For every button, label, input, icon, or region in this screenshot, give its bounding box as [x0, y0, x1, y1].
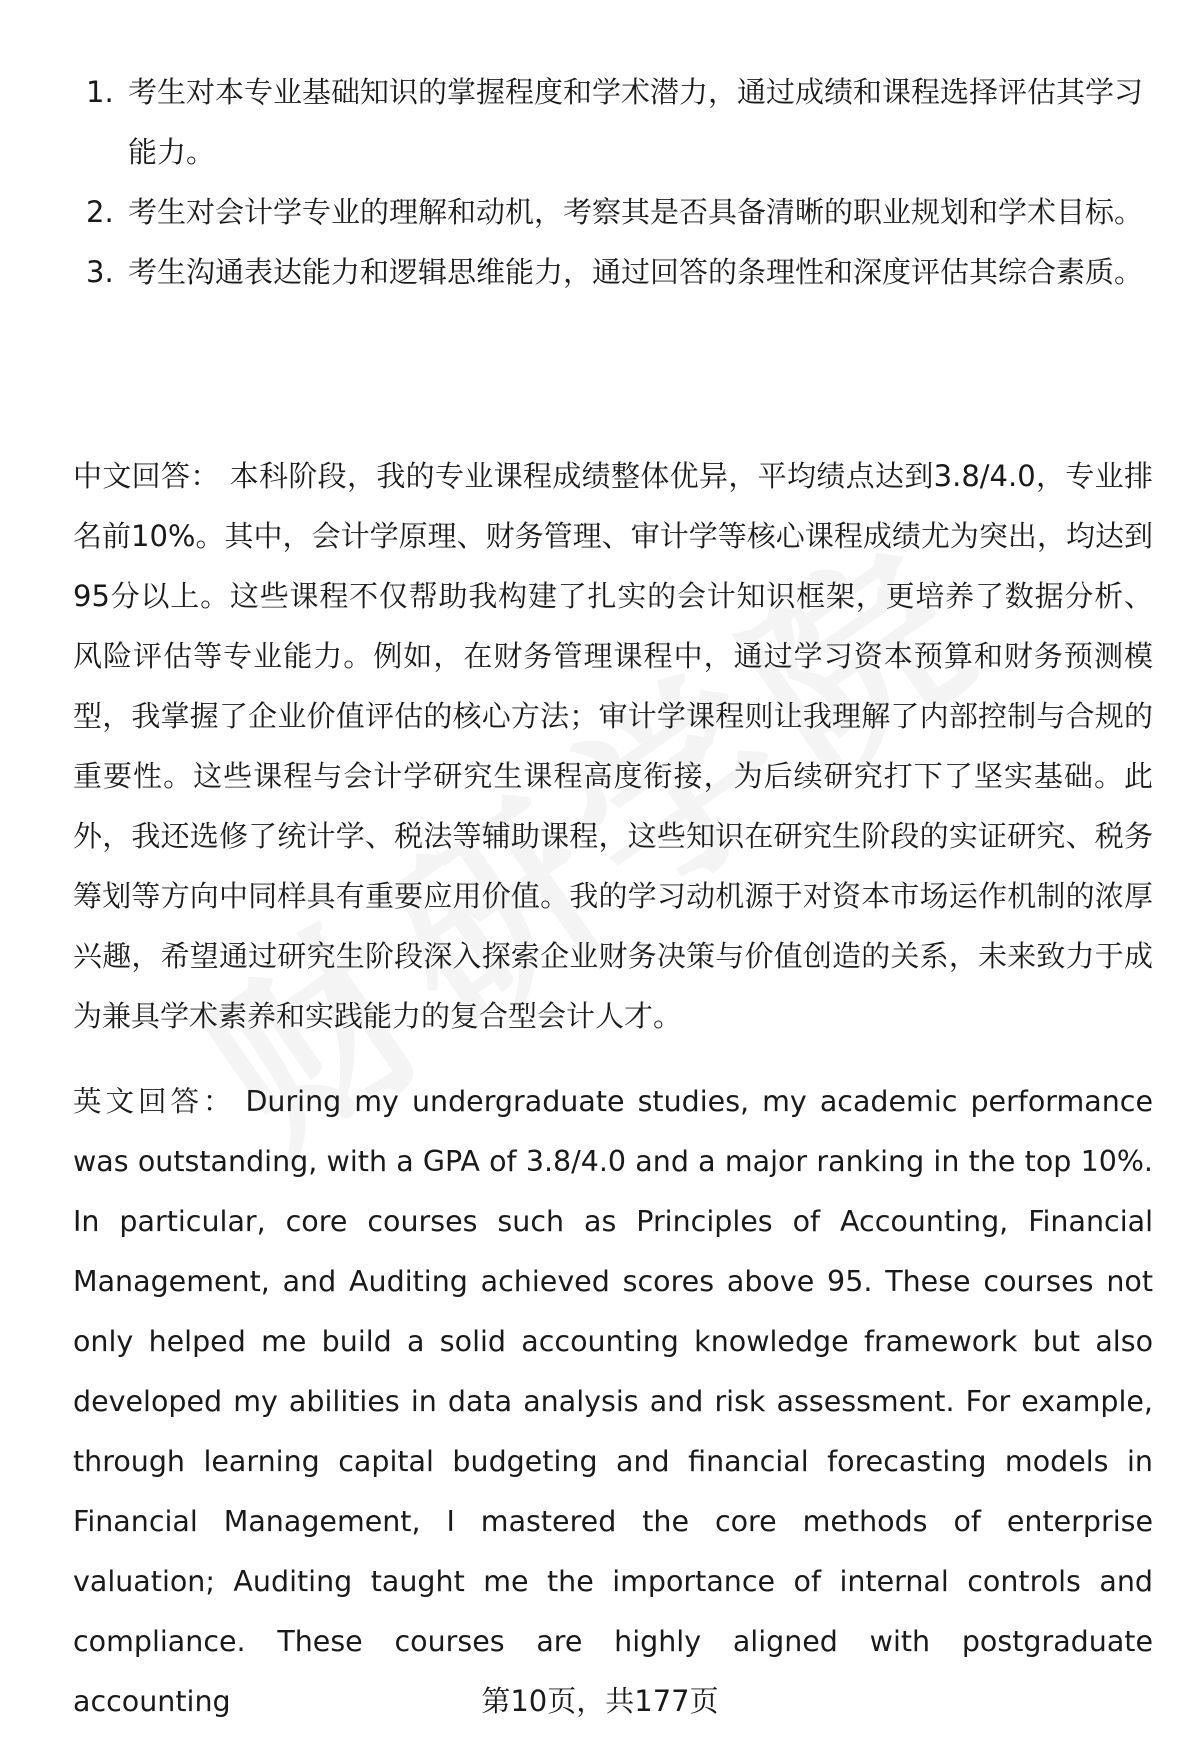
chinese-answer-text: 本科阶段，我的专业课程成绩整体优异，平均绩点达到3.8/4.0，专业排名前10%。其中，会计学原理、财务管理、审计学等核心课程成绩尤为突出，均达到95分以上。这些课程不仅帮助我构建了扎实的会计知识框架，更培养了数据分析、风险评估等专业能力。例如，在财务管理课程中，通过学习资本预算和财务预测模型，我掌握了企业价值评估的核心方法；审计学课程则让我理解了内部控制与合规的重要性。这些课程与会计学研究生课程高度衔接，为后续研究打下了坚实基础。此外，我还选修了统计学、税法等辅助课程，这些知识在研究生阶段的实证研究、税务筹划等方向中同样具有重要应用价值。我的学习动机源于对资本市场运作机制的浓厚兴趣，希望通过研究生阶段深入探索企业财务决策与价值创造的关系，未来致力于成为兼具学术素养和实践能力的复合型会计人才。	[73, 459, 1153, 1033]
chinese-answer-label: 中文回答：	[73, 459, 220, 493]
list-item	[86, 242, 1146, 302]
english-answer-paragraph	[73, 1072, 1153, 1732]
list-item	[86, 182, 1146, 242]
list-item-text: 考生对会计学专业的理解和动机，考察其是否具备清晰的职业规划和学术目标。	[128, 195, 1144, 229]
list-item-text: 考生沟通表达能力和逻辑思维能力，通过回答的条理性和深度评估其综合素质。	[128, 255, 1144, 289]
english-answer-text: During my undergraduate studies, my academic performance was outstanding, with a GPA of 3.8/4.0 and a major ranking in the top 10%. In particular, core courses such as Principles of Accounting, Financial Management, and Auditing achieved scores above 95. These courses not only helped me build a solid accounting knowledge framework but also developed my abilities in data analysis and risk assessment. For example, through learning capital budgeting and financial forecasting models in Financial Management, I mastered the core methods of enterprise valuation; Auditing taught me the importance of internal controls and compliance. These courses are highly aligned with postgraduate accounting	[73, 1085, 1153, 1718]
list-item-text: 考生对本专业基础知识的掌握程度和学术潜力，通过成绩和课程选择评估其学习能力。	[128, 75, 1144, 169]
list-item-number: 3.	[86, 255, 114, 289]
list-item-number: 2.	[86, 195, 114, 229]
chinese-answer-paragraph	[73, 446, 1153, 1046]
page-number-footer: 第10页，共177页	[481, 1684, 719, 1718]
list-item-number: 1.	[86, 75, 114, 109]
evaluation-criteria-list	[86, 62, 1146, 302]
list-item	[86, 62, 1146, 182]
english-answer-label: 英文回答：	[73, 1085, 236, 1118]
